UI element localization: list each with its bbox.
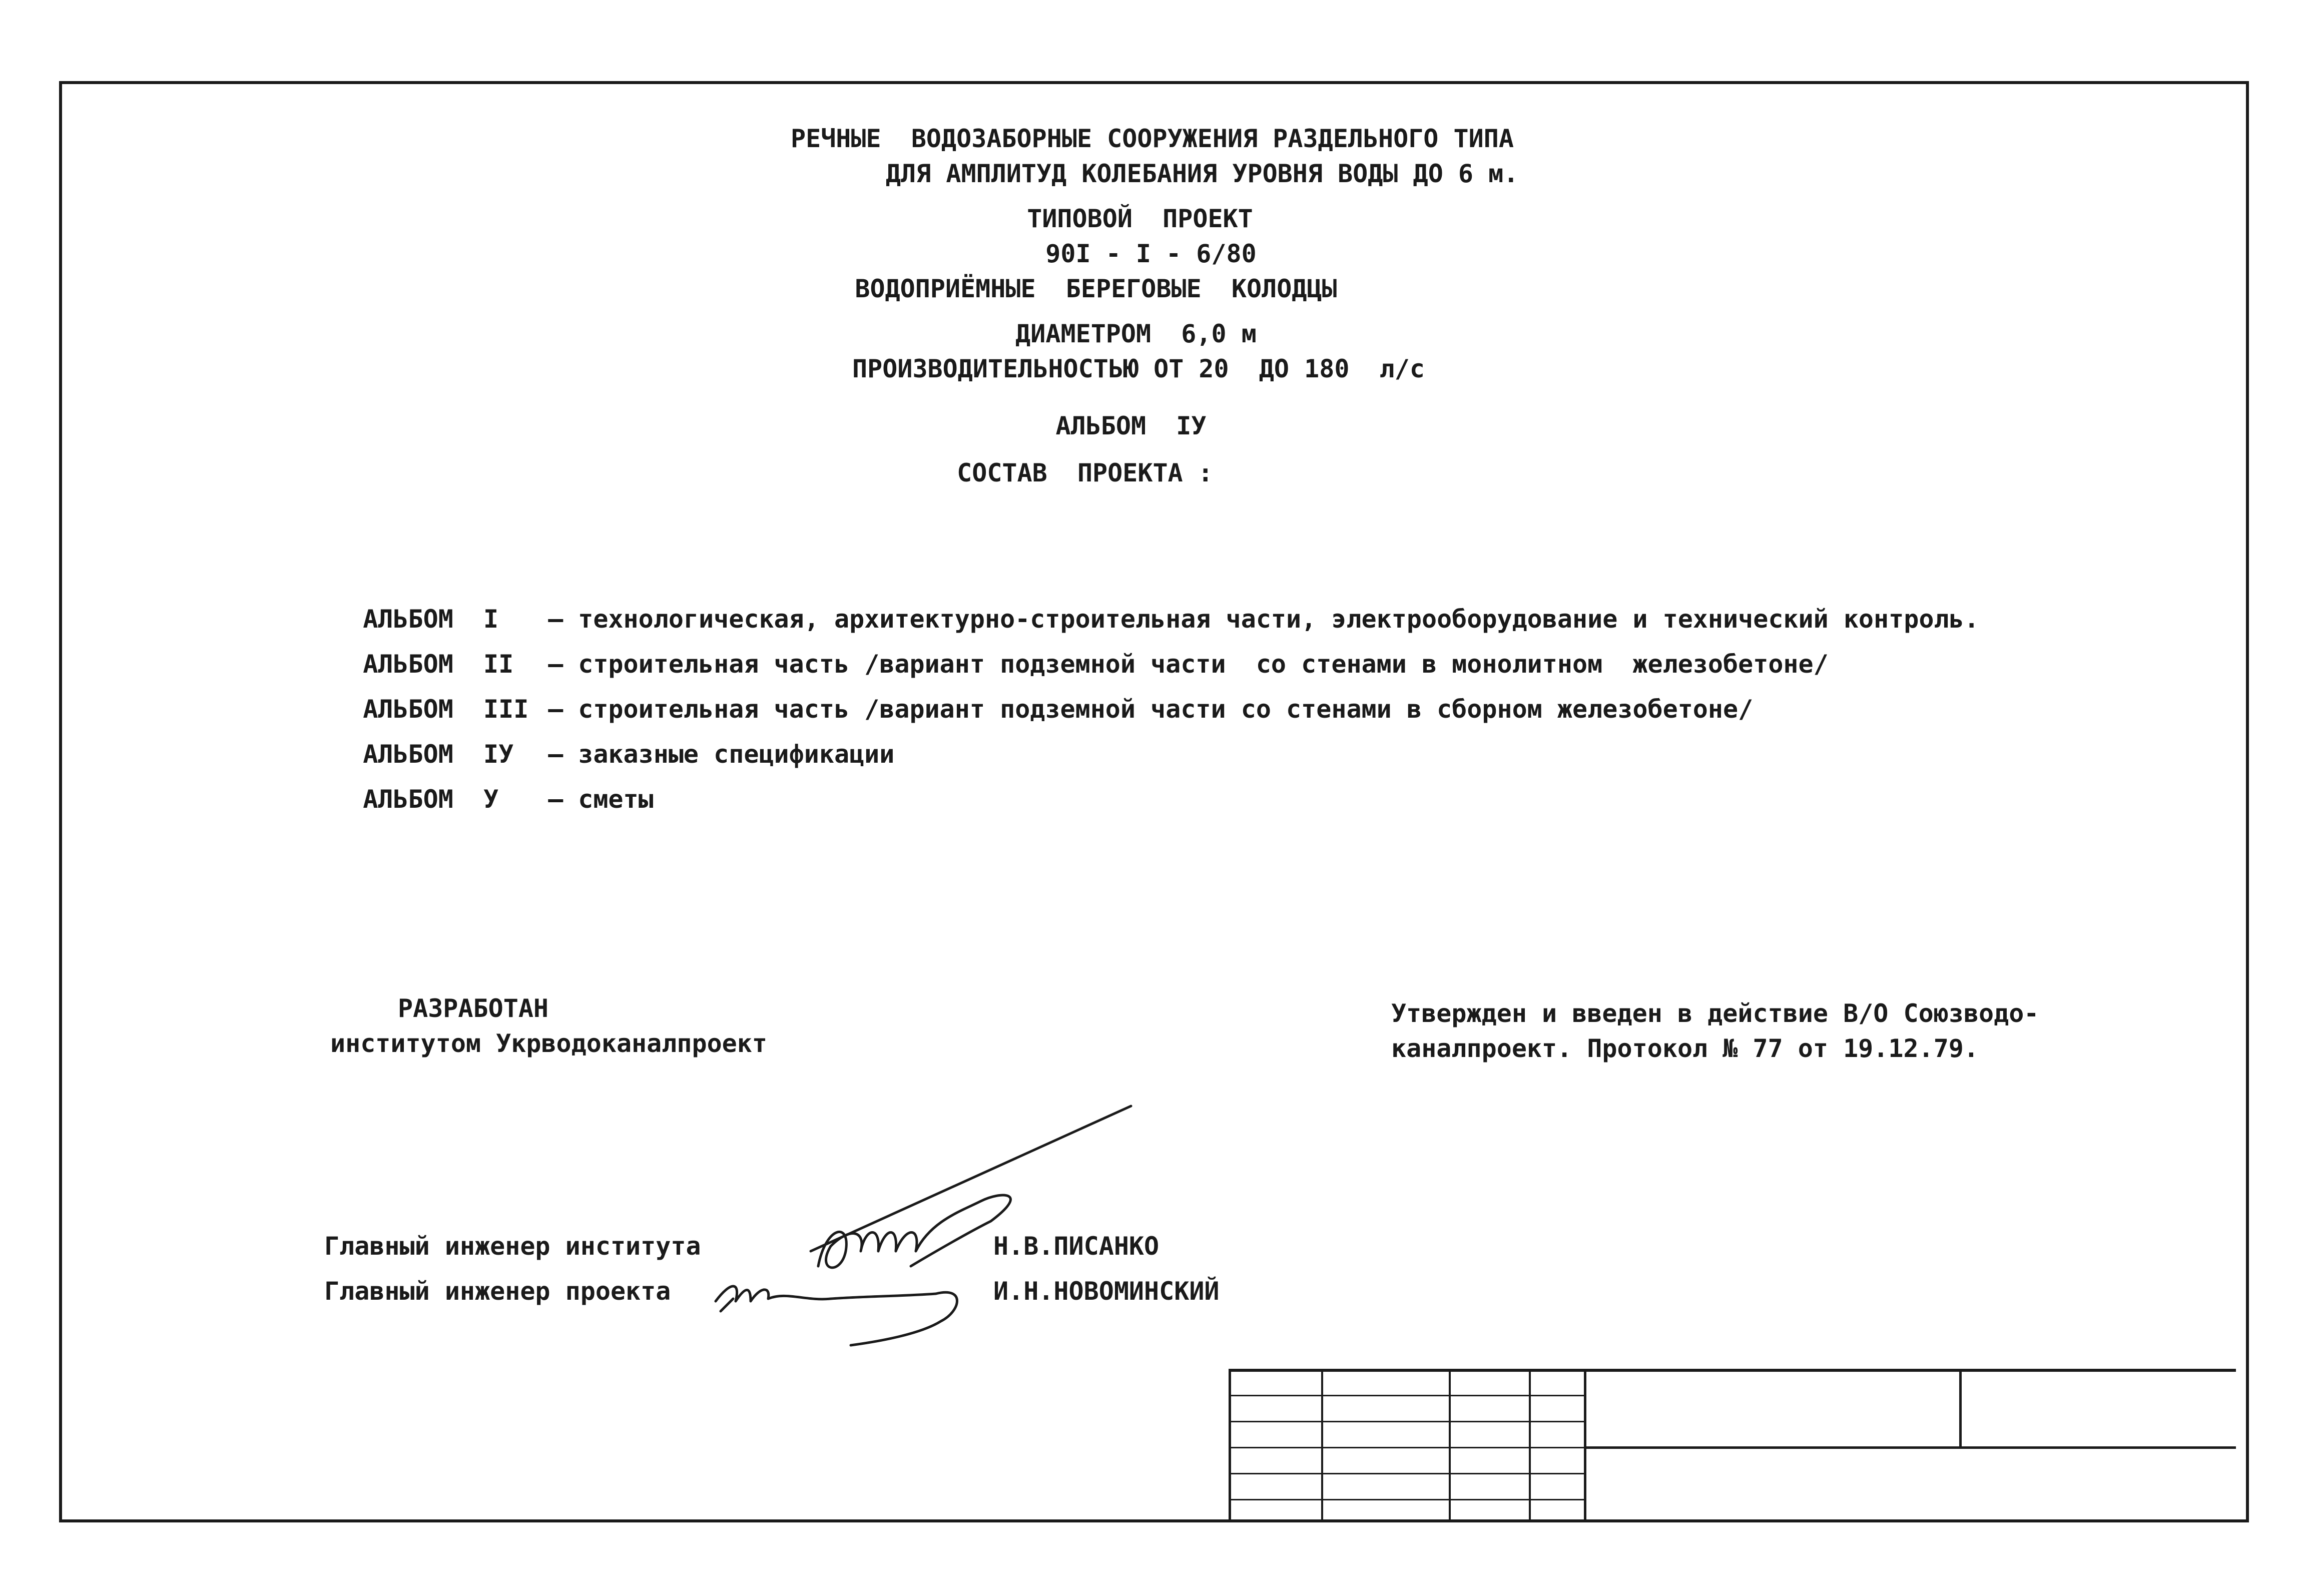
developer-institute: институтом Укрводоканалпроект bbox=[330, 1029, 767, 1058]
stamp-line bbox=[1229, 1473, 1585, 1474]
stamp-line bbox=[1229, 1395, 1585, 1396]
capacity-line: ПРОИЗВОДИТЕЛЬНОСТЬЮ ОТ 20 ДО 180 л/с bbox=[852, 354, 1425, 383]
album-code: АЛЬБОМ I bbox=[363, 605, 499, 634]
developer-label: РАЗРАБОТАН bbox=[398, 994, 549, 1023]
album-dash: – bbox=[548, 650, 563, 679]
project-number: 90I - I - 6/80 bbox=[1045, 239, 1257, 268]
title-block-stamp bbox=[1229, 1369, 2236, 1522]
title-line-2: ДЛЯ АМПЛИТУД КОЛЕБАНИЯ УРОВНЯ ВОДЫ ДО 6 м. bbox=[886, 159, 1519, 188]
album-dash: – bbox=[548, 740, 563, 769]
album-item-5 bbox=[333, 756, 654, 814]
album-description: технологическая, архитектурно-строительная части, электрооборудование и технический контроль. bbox=[578, 605, 1979, 634]
album-description: заказные спецификации bbox=[578, 740, 895, 769]
album-description: строительная часть /вариант подземной части со стенами в сборном железобетоне/ bbox=[578, 695, 1754, 724]
album-code: АЛЬБОМ У bbox=[363, 785, 499, 814]
album-dash: – bbox=[548, 785, 563, 814]
album-dash: – bbox=[548, 605, 563, 634]
album-dash: – bbox=[548, 695, 563, 724]
stamp-line bbox=[1229, 1499, 1585, 1500]
stamp-line bbox=[1959, 1369, 1962, 1447]
handwritten-signature bbox=[701, 1101, 1141, 1351]
album-code: АЛЬБОМ II bbox=[363, 650, 514, 679]
chief-engineer-project-role: Главный инженер проекта bbox=[324, 1277, 671, 1306]
structure-title: ВОДОПРИЁМНЫЕ БЕРЕГОВЫЕ КОЛОДЦЫ bbox=[855, 274, 1337, 303]
album-description: сметы bbox=[578, 785, 654, 814]
stamp-line bbox=[1229, 1369, 2236, 1372]
album-number: АЛЬБОМ IУ bbox=[1055, 411, 1207, 440]
stamp-line bbox=[1229, 1447, 1585, 1448]
chief-engineer-project-name: И.Н.НОВОМИНСКИЙ bbox=[993, 1277, 1220, 1306]
approval-line-1: Утвержден и введен в действие В/О Союзводо- bbox=[1391, 999, 2039, 1028]
composition-heading: СОСТАВ ПРОЕКТА : bbox=[957, 458, 1213, 487]
album-description: строительная часть /вариант подземной части со стенами в монолитном железобетоне/ bbox=[578, 650, 1829, 679]
project-label: ТИПОВОЙ ПРОЕКТ bbox=[1027, 204, 1253, 233]
title-line-1: РЕЧНЫЕ ВОДОЗАБОРНЫЕ СООРУЖЕНИЯ РАЗДЕЛЬНОГО ТИПА bbox=[791, 124, 1514, 153]
album-code: АЛЬБОМ III bbox=[363, 695, 529, 724]
approval-line-2: каналпроект. Протокол № 77 от 19.12.79. bbox=[1391, 1034, 1979, 1063]
stamp-line bbox=[1585, 1446, 2236, 1449]
chief-engineer-institute-role: Главный инженер института bbox=[324, 1232, 701, 1261]
stamp-line bbox=[1229, 1421, 1585, 1422]
diameter-line: ДИАМЕТРОМ 6,0 м bbox=[1015, 319, 1257, 348]
chief-engineer-institute-name: Н.В.ПИСАНКО bbox=[993, 1232, 1160, 1261]
album-code: АЛЬБОМ IУ bbox=[363, 740, 514, 769]
